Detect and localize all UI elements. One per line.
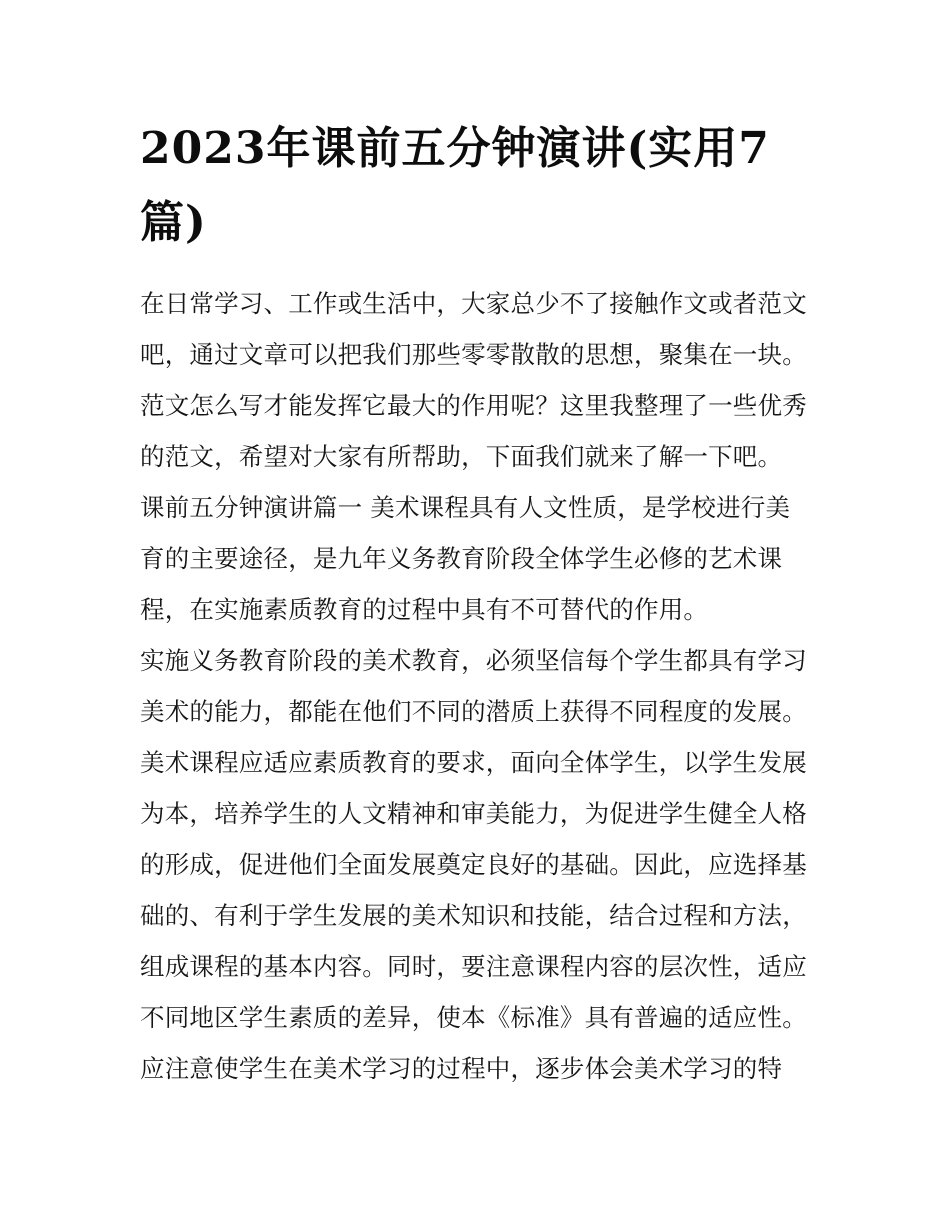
title-line-2: 篇) [140, 197, 207, 248]
body-line-8: 实施义务教育阶段的美术教育，必须坚信每个学生都具有学习 [140, 646, 807, 675]
body-line-16: 应注意使学生在美术学习的过程中，逐步体会美术学习的特 [140, 1054, 783, 1083]
body-line-15: 不同地区学生素质的差异，使本《标准》具有普遍的适应性。 [140, 1003, 807, 1032]
document-body [140, 278, 820, 1094]
body-line-12: 的形成，促进他们全面发展奠定良好的基础。因此，应选择基 [140, 850, 807, 879]
body-line-11: 为本，培养学生的人文精神和审美能力，为促进学生健全人格 [140, 799, 807, 828]
body-line-1: 在日常学习、工作或生活中，大家总少不了接触作文或者范文 [140, 289, 807, 318]
body-line-5: 课前五分钟演讲篇一 美术课程具有人文性质，是学校进行美 [140, 493, 791, 522]
body-line-4: 的范文，希望对大家有所帮助，下面我们就来了解一下吧。 [140, 442, 783, 471]
body-line-9: 美术的能力，都能在他们不同的潜质上获得不同程度的发展。 [140, 697, 807, 726]
body-line-2: 吧，通过文章可以把我们那些零零散散的思想，聚集在一块。 [140, 340, 807, 369]
body-line-10: 美术课程应适应素质教育的要求，面向全体学生，以学生发展 [140, 748, 807, 777]
body-line-6: 育的主要途径，是九年义务教育阶段全体学生必修的艺术课 [140, 544, 783, 573]
body-line-7: 程，在实施素质教育的过程中具有不可替代的作用。 [140, 595, 709, 624]
title-line-1: 2023年课前五分钟演讲(实用7 [140, 123, 770, 174]
document-title [140, 112, 820, 260]
body-line-3: 范文怎么写才能发挥它最大的作用呢？这里我整理了一些优秀 [140, 391, 807, 420]
body-line-14: 组成课程的基本内容。同时，要注意课程内容的层次性，适应 [140, 952, 807, 981]
body-line-13: 础的、有利于学生发展的美术知识和技能，结合过程和方法， [140, 901, 807, 930]
